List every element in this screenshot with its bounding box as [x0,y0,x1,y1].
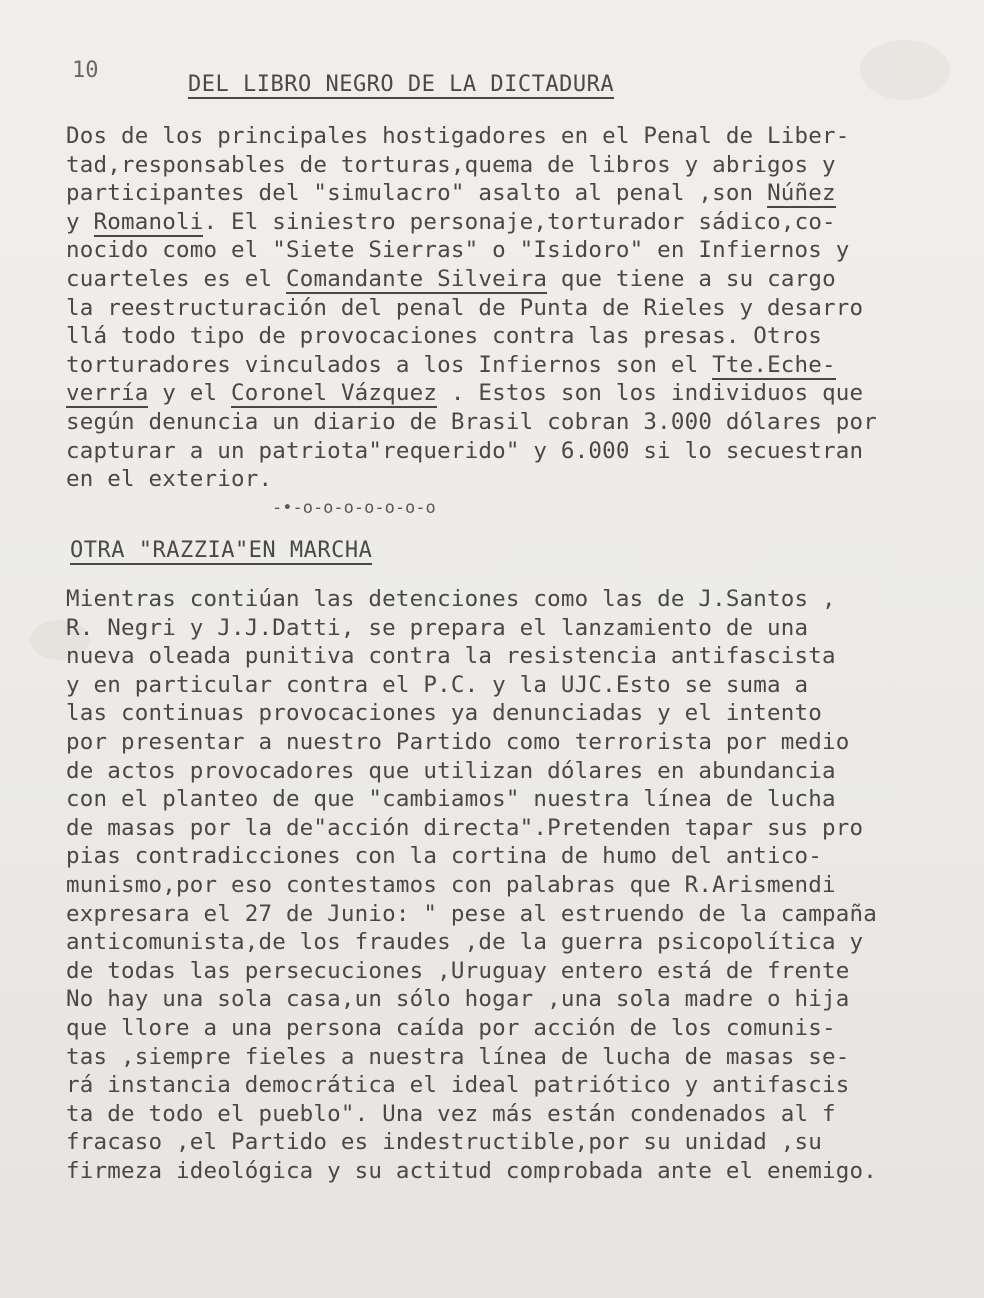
text-line [66,1128,956,1157]
paper-stain [860,40,950,100]
text-segment: las continuas provocaciones ya denunciadas y el intento [66,700,823,727]
text-line [66,465,956,494]
text-segment: y el [148,380,231,407]
text-line [66,757,956,786]
text-segment: cuarteles es el [66,265,286,292]
text-line [66,1157,956,1186]
text-line [66,699,956,728]
text-segment: rá instancia democrática el ideal patriótico y antifascis [66,1072,850,1099]
text-line [66,322,956,351]
underlined-name: Comandante Silveira [285,265,548,292]
article-2-headline: OTRA "RAZZIA"EN MARCHA [70,538,373,563]
text-segment: por presentar a nuestro Partido como terrorista por medio [66,728,850,755]
text-line [66,379,956,408]
text-segment: de actos provocadores que utilizan dólares en abundancia [66,757,836,784]
text-line [66,208,956,237]
text-segment: participantes del "simulacro" asalto al penal ,son [66,180,768,207]
text-segment: No hay una sola casa,un sólo hogar ,una sola madre o hija [66,986,850,1013]
text-line [66,585,956,614]
text-segment: expresara el 27 de Junio: " pese al estruendo de la campaña [66,900,878,927]
text-segment: de todas las persecuciones ,Uruguay entero está de frente [66,957,850,984]
page-number: 10 [72,58,99,83]
text-segment: capturar a un patriota"requerido" y 6.000 si lo secuestran [66,437,864,464]
text-line [66,785,956,814]
text-segment: . Estos son los individuos que [437,380,864,407]
text-segment: . El siniestro personaje,torturador sádico,co- [203,208,836,235]
text-line [66,151,956,180]
text-line [66,985,956,1014]
text-segment: que llore a una persona caída por acción de los comunis- [66,1014,836,1041]
text-segment: llá todo tipo de provocaciones contra las presas. Otros [66,323,823,350]
text-line [66,1071,956,1100]
text-line [66,236,956,265]
text-segment: R. Negri y J.J.Datti, se prepara el lanzamiento de una [66,614,809,641]
underlined-name: Núñez [767,180,836,207]
text-segment: tad,responsables de torturas,quema de libros y abrigos y [66,151,836,178]
text-line [66,928,956,957]
text-segment: anticomunista,de los fraudes ,de la guerra psicopolítica y [66,929,864,956]
text-segment: munismo,por eso contestamos con palabras que R.Arismendi [66,871,836,898]
text-segment: ta de todo el pueblo". Una vez más están condenados al f [66,1100,836,1127]
text-line [66,842,956,871]
text-line [66,265,956,294]
text-line [66,900,956,929]
text-line [66,871,956,900]
text-line [66,179,956,208]
text-line [66,1014,956,1043]
text-line [66,671,956,700]
text-segment: y [66,208,94,235]
text-line [66,728,956,757]
text-segment: según denuncia un diario de Brasil cobran 3.000 dólares por [66,408,878,435]
text-segment: Dos de los principales hostigadores en el Penal de Liber- [66,123,850,149]
underlined-name: verría [66,380,149,407]
text-segment: pias contradicciones con la cortina de humo del antico- [66,843,823,870]
text-segment: firmeza ideológica y su actitud comprobada ante el enemigo. [66,1157,878,1184]
text-segment: nueva oleada punitiva contra la resistencia antifascista [66,643,836,670]
text-line [66,814,956,843]
text-line [66,408,956,437]
text-segment: con el planteo de que "cambiamos" nuestra línea de lucha [66,786,836,813]
article-1-headline: DEL LIBRO NEGRO DE LA DICTADURA [188,72,615,97]
underlined-name: Romanoli [93,208,204,235]
text-segment: la reestructuración del penal de Punta de Rieles y desarro [66,294,864,321]
text-line [66,122,956,151]
text-segment: Mientras contiúan las detenciones como las de J.Santos , [66,586,836,612]
article-2-body [66,585,956,1185]
text-segment: en el exterior. [66,466,273,493]
text-line [66,437,956,466]
text-segment: fracaso ,el Partido es indestructible,por su unidad ,su [66,1129,823,1156]
underlined-name: Tte.Eche- [712,351,836,378]
text-line [66,957,956,986]
underlined-name: Coronel Vázquez [230,380,438,407]
text-line [66,294,956,323]
text-segment: y en particular contra el P.C. y la UJC.Esto se suma a [66,671,809,698]
text-segment: que tiene a su cargo [547,265,836,292]
section-separator: -•-o-o-o-o-o-o-o [272,498,436,518]
text-line [66,614,956,643]
text-line [66,1100,956,1129]
article-1-body [66,122,956,494]
text-segment: de masas por la de"acción directa".Pretenden tapar sus pro [66,814,864,841]
text-line [66,1043,956,1072]
text-segment: torturadores vinculados a los Infiernos son el [66,351,713,378]
text-line [66,642,956,671]
text-segment: nocido como el "Siete Sierras" o "Isidoro" en Infiernos y [66,237,850,264]
text-segment: tas ,siempre fieles a nuestra línea de lucha de masas se- [66,1043,850,1070]
text-line [66,351,956,380]
